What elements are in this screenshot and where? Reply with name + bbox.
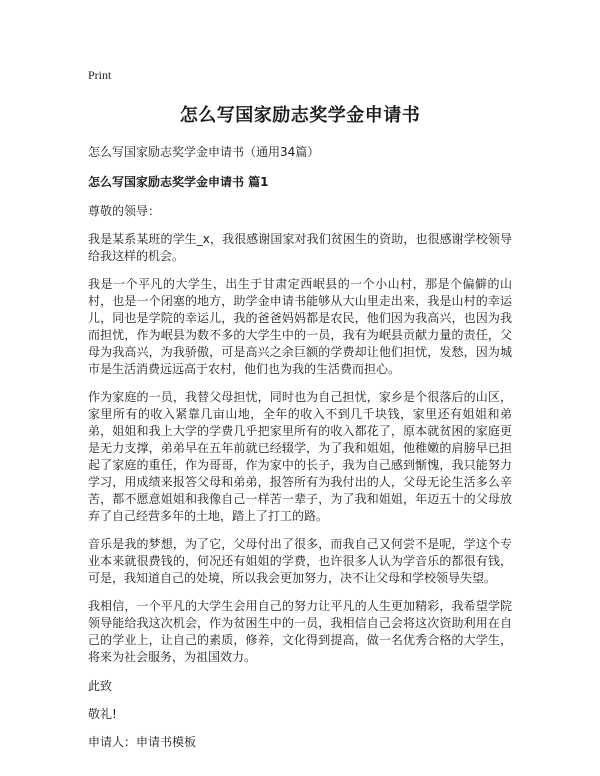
paragraph-5: 我相信，一个平凡的大学生会用自己的努力让平凡的人生更加精彩，我希望学院领导能给我这次机会，作为贫困生中的一员，我相信自己会将这次资助利用在自己的学业上，让自己的素质，修养，文化得到提高，做一名优秀合格的大学生，将来为社会服务，为祖国效力。	[88, 599, 512, 664]
paragraph-4: 音乐是我的梦想，为了它，父母付出了很多，而我自己又何尝不是呢，学这个专业本来就很费钱的，何况还有姐姐的学费，也许很多人认为学音乐的都很有钱，可是，我知道自己的处境，所以我会更加努力，决不让父母和学校领导失望。	[88, 537, 512, 585]
closing-line-1: 此致	[88, 679, 113, 693]
salutation: 尊敬的领导：	[88, 204, 161, 218]
section-heading: 怎么写国家励志奖学金申请书 篇1	[88, 175, 269, 189]
document-subtitle: 怎么写国家励志奖学金申请书（通用34篇）	[88, 145, 320, 159]
paragraph-1: 我是某系某班的学生_x，我很感谢国家对我们贫困生的资助，也很感谢学校领导给我这样的机会。	[88, 232, 512, 263]
paragraph-3: 作为家庭的一员，我替父母担忧，同时也为自己担忧，家乡是个很落后的山区，家里所有的收入紧靠几亩山地，全年的收入不到几千块钱，家里还有姐姐和弟弟，姐姐和我上大学的学费几乎把家里所有的收入都花了，原本就贫困的家庭更是无力支撑，弟弟早在五年前就已经辍学，为了我和姐姐，他稚嫩的肩膀早已担起了家庭的重任，作为哥哥，作为家中的长子，我为自己感到惭愧，我只能努力学习，用成绩来报答父母和弟弟，报答所有为我付出的人，父母无论生活多么辛苦，都不愿意姐姐和我像自己一样苦一辈子，为了我和姐姐，年迈五十的父母放弃了自己经营多年的土地，踏上了打工的路。	[88, 390, 512, 523]
signature-line: 申请人：申请书模板	[88, 735, 197, 749]
paragraph-2: 我是一个平凡的大学生，出生于甘肃定西岷县的一个小山村，那是个偏僻的山村，也是一个闭塞的地方，助学金申请书能够从大山里走出来，我是山村的幸运儿，同也是学院的幸运儿，我的爸爸妈妈都是农民，他们因为我高兴，也因为我而担忧，作为岷县为数不多的大学生中的一员，我有为岷县贡献力量的责任，父母为我高兴，为我骄傲，可是高兴之余巨额的学费却让他们担忧，发愁，因为城市是生活消费远远高于农村，他们也为我的生活费而担心。	[88, 277, 512, 376]
document-title: 怎么写国家励志奖学金申请书	[179, 105, 421, 126]
closing-line-2: 敬礼!	[88, 707, 117, 721]
print-link[interactable]: Print	[88, 68, 112, 82]
